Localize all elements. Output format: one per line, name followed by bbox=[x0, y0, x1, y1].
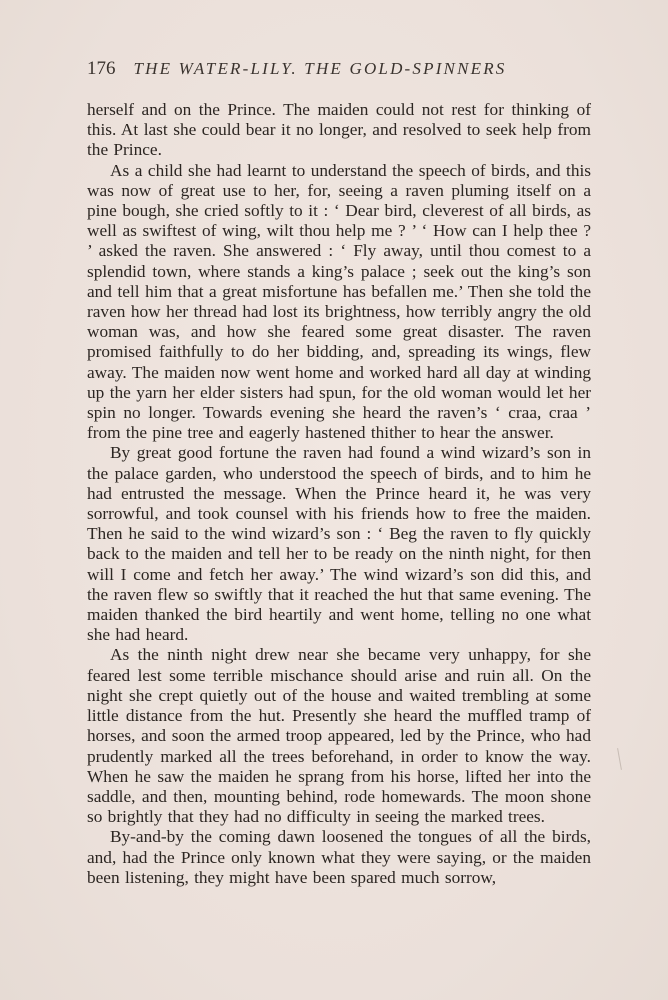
paragraph: As a child she had learnt to understand the speech of birds, and this was now of great use to her, for, seeing a raven pluming itself on a pine bough, she cried softly to it : ‘ Dear bird, cleverest of all birds, as well as swiftest of wing, wilt thou help me ? ’ ‘ How can I help thee ? ’ asked the raven. She answered : ‘ Fly away, until thou comest to a splendid town, where stands a king’s palace ; seek out the king’s son and tell him that a great misfortune has befallen me.’ Then she told the raven how her thread had lost its brightness, how terribly angry the old woman was, and how she feared some great disaster. The raven promised faithfully to do her bidding, and, spreading its wings, flew away. The maiden now went home and worked hard all day at winding up the yarn her elder sisters had spun, for the old woman would let her spin no longer. Towards evening she heard the raven’s ‘ craa, craa ’ from the pine tree and eagerly hastened thither to hear the answer. bbox=[87, 160, 591, 443]
running-title: THE WATER-LILY. THE GOLD-SPINNERS bbox=[133, 59, 507, 78]
body-text bbox=[87, 100, 591, 888]
paragraph: As the ninth night drew near she became very unhappy, for she feared lest some terrible mischance should arise and ruin all. On the night she crept quietly out of the house and waited trembling at some little distance from the hut. Presently she heard the muffled tramp of horses, and soon the armed troop appeared, led by the Prince, who had prudently marked all the trees beforehand, in order to know the way. When he saw the maiden he sprang from his horse, lifted her into the saddle, and then, mounting behind, rode homewards. The moon shone so brightly that they had no difficulty in seeing the marked trees. bbox=[87, 645, 591, 827]
paragraph-continued: herself and on the Prince. The maiden could not rest for thinking of this. At last she could bear it no longer, and resolved to seek help from the Prince. bbox=[87, 100, 591, 160]
running-head bbox=[87, 58, 591, 88]
paragraph: By-and-by the coming dawn loosened the tongues of all the birds, and, had the Prince only known what they were saying, or the maiden been listening, they might have been spared much sorrow, bbox=[87, 827, 591, 887]
book-page bbox=[87, 58, 591, 888]
page-number: 176 bbox=[87, 58, 116, 79]
paper-blemish bbox=[617, 748, 622, 770]
paragraph: By great good fortune the raven had found a wind wizard’s son in the palace garden, who understood the speech of birds, and to him he had entrusted the message. When the Prince heard it, he was very sorrowful, and took counsel with his friends how to free the maiden. Then he said to the wind wizard’s son : ‘ Beg the raven to fly quickly back to the maiden and tell her to be ready on the ninth night, for then will I come and fetch her away.’ The wind wizard’s son did this, and the raven flew so swiftly that it reached the hut that same evening. The maiden thanked the bird heartily and went home, telling no one what she had heard. bbox=[87, 443, 591, 645]
